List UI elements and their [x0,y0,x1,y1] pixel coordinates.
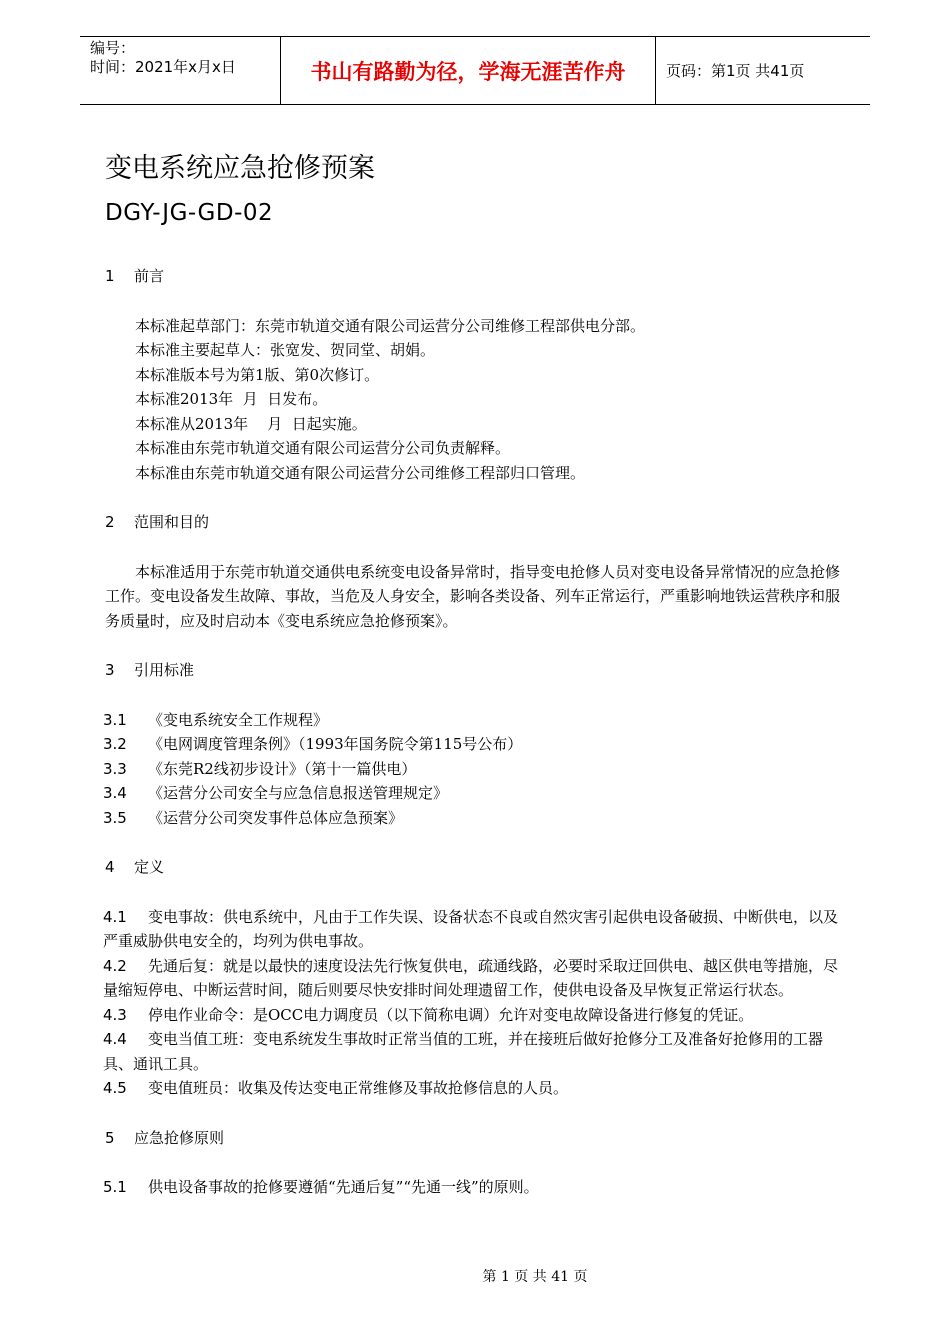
list-item: 4.4 变电当值工班：变电系统发生事故时正常当值的工班，并在接班后做好抢修分工及准备好抢修用的工器具、通讯工具。 [103,1030,824,1073]
preface-line: 本标准起草部门：东莞市轨道交通有限公司运营分公司维修工程部供电分部。 [135,316,646,335]
list-item: 3.2 《电网调度管理条例》（1993年国务院令第115号公布） [103,735,523,753]
section-heading-preface: 1 前言 [105,267,165,285]
list-item: 4.2 先通后复：就是以最快的速度设法先行恢复供电，疏通线路，必要时采取迂回供电、越区供电等措施，尽量缩短停电、中断运营时间，随后则要尽快安排时间处理遗留工作，使供电设备及早恢复正常运行状态。 [103,956,839,999]
references-list [103,708,850,831]
list-item: 4.1 变电事故：供电系统中，凡由于工作失误、设备状态不良或自然灾害引起供电设备破损、中断供电，以及严重威胁供电安全的，均列为供电事故。 [103,907,839,950]
list-item: 5.1 供电设备事故的抢修要遵循“先通后复”“先通一线”的原则。 [103,1178,539,1196]
page-header [80,36,870,105]
principles-list [103,1175,850,1200]
list-item: 3.1 《变电系统安全工作规程》 [103,710,329,729]
footer-page-number: 第 1 页 共 41 页 [482,1269,588,1285]
header-meta [80,37,280,104]
document-title: 变电系统应急抢修预案 [105,153,375,184]
list-item: 4.3 停电作业命令：是OCC电力调度员（以下简称电调）允许对变电故障设备进行修复的凭证。 [103,1005,754,1024]
document-code: DGY-JG-GD-02 [105,200,274,226]
preface-line: 本标准2013年 月 日发布。 [135,390,328,408]
section-heading-definitions: 4 定义 [105,858,165,876]
list-item: 4.5 变电值班员：收集及传达变电正常维修及事故抢修信息的人员。 [103,1079,569,1097]
list-item: 3.3 《东莞R2线初步设计》（第十一篇供电） [103,759,417,778]
list-item: 3.4 《运营分公司安全与应急信息报送管理规定》 [103,784,449,802]
preface-line: 本标准由东莞市轨道交通有限公司运营分公司负责解释。 [135,439,511,457]
header-page-info: 页码：第1页 共41页 [666,62,805,80]
header-motto: 书山有路勤为径，学海无涯苦作舟 [280,37,656,104]
section-heading-references: 3 引用标准 [105,661,195,679]
preface-line: 本标准由东莞市轨道交通有限公司运营分公司维修工程部归口管理。 [135,463,586,482]
number-label: 编号： [90,39,136,57]
preface-block [105,314,850,486]
document-body [105,264,850,1200]
scope-paragraph: 本标准适用于东莞市轨道交通供电系统变电设备异常时，指导变电抢修人员对变电设备异常情况的应急抢修工作。变电设备发生故障、事故，当危及人身安全，影响各类设备、列车正常运行，严重影响地铁运营秩序和服务质量时，应及时启动本《变电系统应急抢修预案》。 [105,562,841,630]
preface-line: 本标准从2013年 月 日起实施。 [135,414,367,433]
preface-line: 本标准版本号为第1版、第0次修订。 [135,365,380,384]
section-heading-principles: 5 应急抢修原则 [105,1128,225,1147]
list-item: 3.5 《运营分公司突发事件总体应急预案》 [103,808,404,827]
page-footer [0,1266,950,1286]
section-heading-scope: 2 范围和目的 [105,513,210,531]
definitions-list [103,905,850,1101]
time-label: 时间：2021年x月x日 [90,58,236,76]
preface-line: 本标准主要起草人：张宽发、贺同堂、胡娟。 [135,341,436,359]
